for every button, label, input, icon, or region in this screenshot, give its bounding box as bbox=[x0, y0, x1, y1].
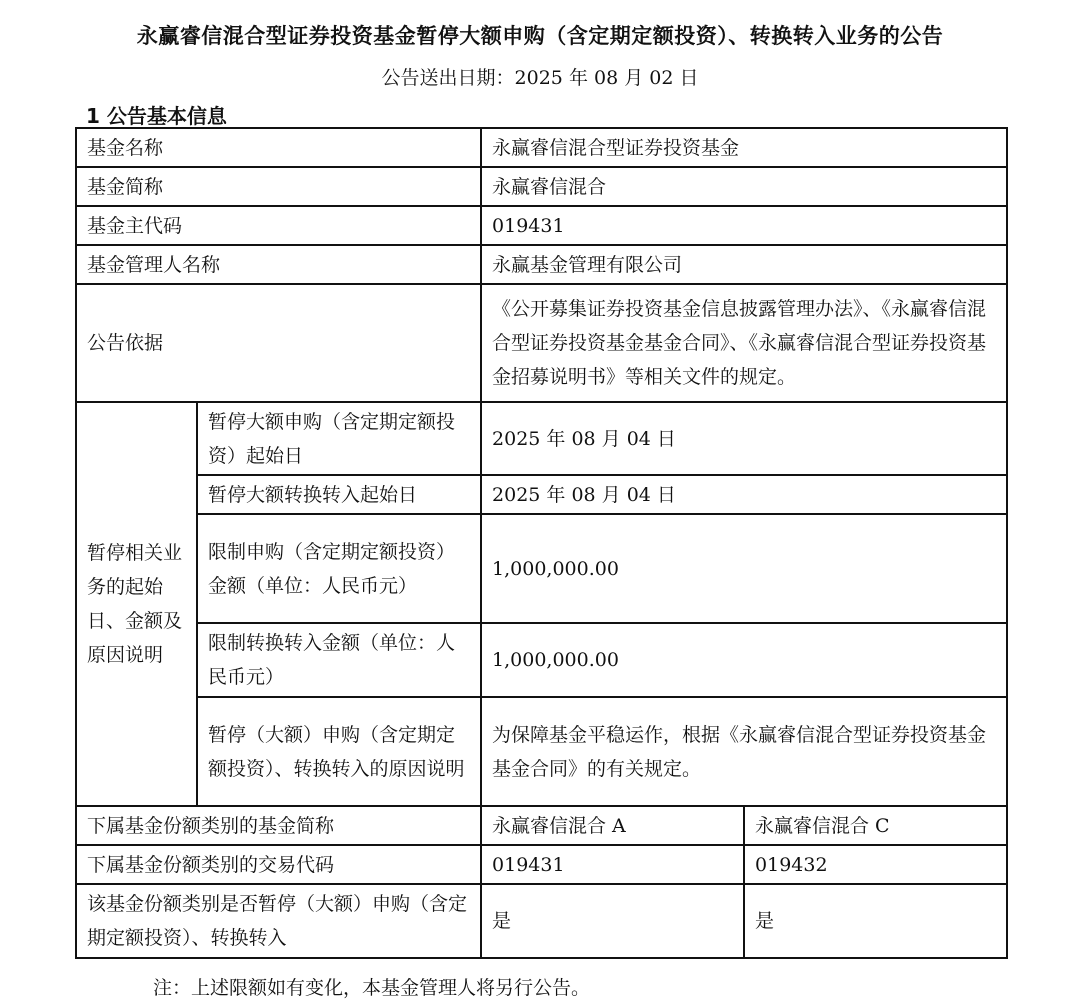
table-row bbox=[76, 806, 1007, 845]
reason-label: 暂停（大额）申购（含定期定额投资）、转换转入的原因说明 bbox=[197, 697, 481, 806]
table-row bbox=[76, 245, 1007, 284]
class-c-short-name: 永赢睿信混合 C bbox=[744, 806, 1007, 845]
class-short-name-label: 下属基金份额类别的基金简称 bbox=[76, 806, 481, 845]
limit-purchase-value: 1,000,000.00 bbox=[481, 514, 1007, 623]
class-code-label: 下属基金份额类别的交易代码 bbox=[76, 845, 481, 884]
suspend-switch-start-value: 2025 年 08 月 04 日 bbox=[481, 475, 1007, 514]
table-row bbox=[76, 697, 1007, 806]
table-row bbox=[76, 167, 1007, 206]
table-row bbox=[76, 623, 1007, 697]
announcement-basis-value: 《公开募集证券投资基金信息披露管理办法》、《永赢睿信混合型证券投资基金基金合同》、《永赢睿信混合型证券投资基金招募说明书》等相关文件的规定。 bbox=[481, 284, 1007, 402]
table-row bbox=[76, 514, 1007, 623]
suspend-purchase-start-label: 暂停大额申购（含定期定额投资）起始日 bbox=[197, 402, 481, 475]
table-row bbox=[76, 128, 1007, 167]
class-a-suspend-value: 是 bbox=[481, 884, 744, 958]
table-row bbox=[76, 284, 1007, 402]
fund-short-name-label: 基金简称 bbox=[76, 167, 481, 206]
suspension-group-label: 暂停相关业务的起始日、金额及原因说明 bbox=[76, 402, 197, 806]
class-c-code: 019432 bbox=[744, 845, 1007, 884]
class-suspend-label: 该基金份额类别是否暂停（大额）申购（含定期定额投资）、转换转入 bbox=[76, 884, 481, 958]
fund-manager-value: 永赢基金管理有限公司 bbox=[481, 245, 1007, 284]
limit-switch-value: 1,000,000.00 bbox=[481, 623, 1007, 697]
fund-code-label: 基金主代码 bbox=[76, 206, 481, 245]
section-heading: 1 公告基本信息 bbox=[86, 104, 227, 128]
table-row bbox=[76, 475, 1007, 514]
fund-info-table bbox=[75, 127, 1008, 959]
announcement-title: 永赢睿信混合型证券投资基金暂停大额申购（含定期定额投资）、转换转入业务的公告 bbox=[136, 24, 944, 48]
class-a-short-name: 永赢睿信混合 A bbox=[481, 806, 744, 845]
limit-switch-label: 限制转换转入金额（单位：人民币元） bbox=[197, 623, 481, 697]
footnote: 注：上述限额如有变化，本基金管理人将另行公告。 bbox=[153, 977, 591, 999]
fund-code-value: 019431 bbox=[481, 206, 1007, 245]
class-c-suspend-value: 是 bbox=[744, 884, 1007, 958]
reason-value: 为保障基金平稳运作，根据《永赢睿信混合型证券投资基金基金合同》的有关规定。 bbox=[481, 697, 1007, 806]
limit-purchase-label: 限制申购（含定期定额投资）金额（单位：人民币元） bbox=[197, 514, 481, 623]
class-a-code: 019431 bbox=[481, 845, 744, 884]
fund-manager-label: 基金管理人名称 bbox=[76, 245, 481, 284]
announcement-date: 公告送出日期：2025 年 08 月 02 日 bbox=[381, 67, 699, 89]
fund-name-label: 基金名称 bbox=[76, 128, 481, 167]
table-row bbox=[76, 884, 1007, 958]
fund-short-name-value: 永赢睿信混合 bbox=[481, 167, 1007, 206]
table-row bbox=[76, 206, 1007, 245]
suspend-purchase-start-value: 2025 年 08 月 04 日 bbox=[481, 402, 1007, 475]
fund-name-value: 永赢睿信混合型证券投资基金 bbox=[481, 128, 1007, 167]
table-row bbox=[76, 402, 1007, 475]
announcement-basis-label: 公告依据 bbox=[76, 284, 481, 402]
suspend-switch-start-label: 暂停大额转换转入起始日 bbox=[197, 475, 481, 514]
table-row bbox=[76, 845, 1007, 884]
